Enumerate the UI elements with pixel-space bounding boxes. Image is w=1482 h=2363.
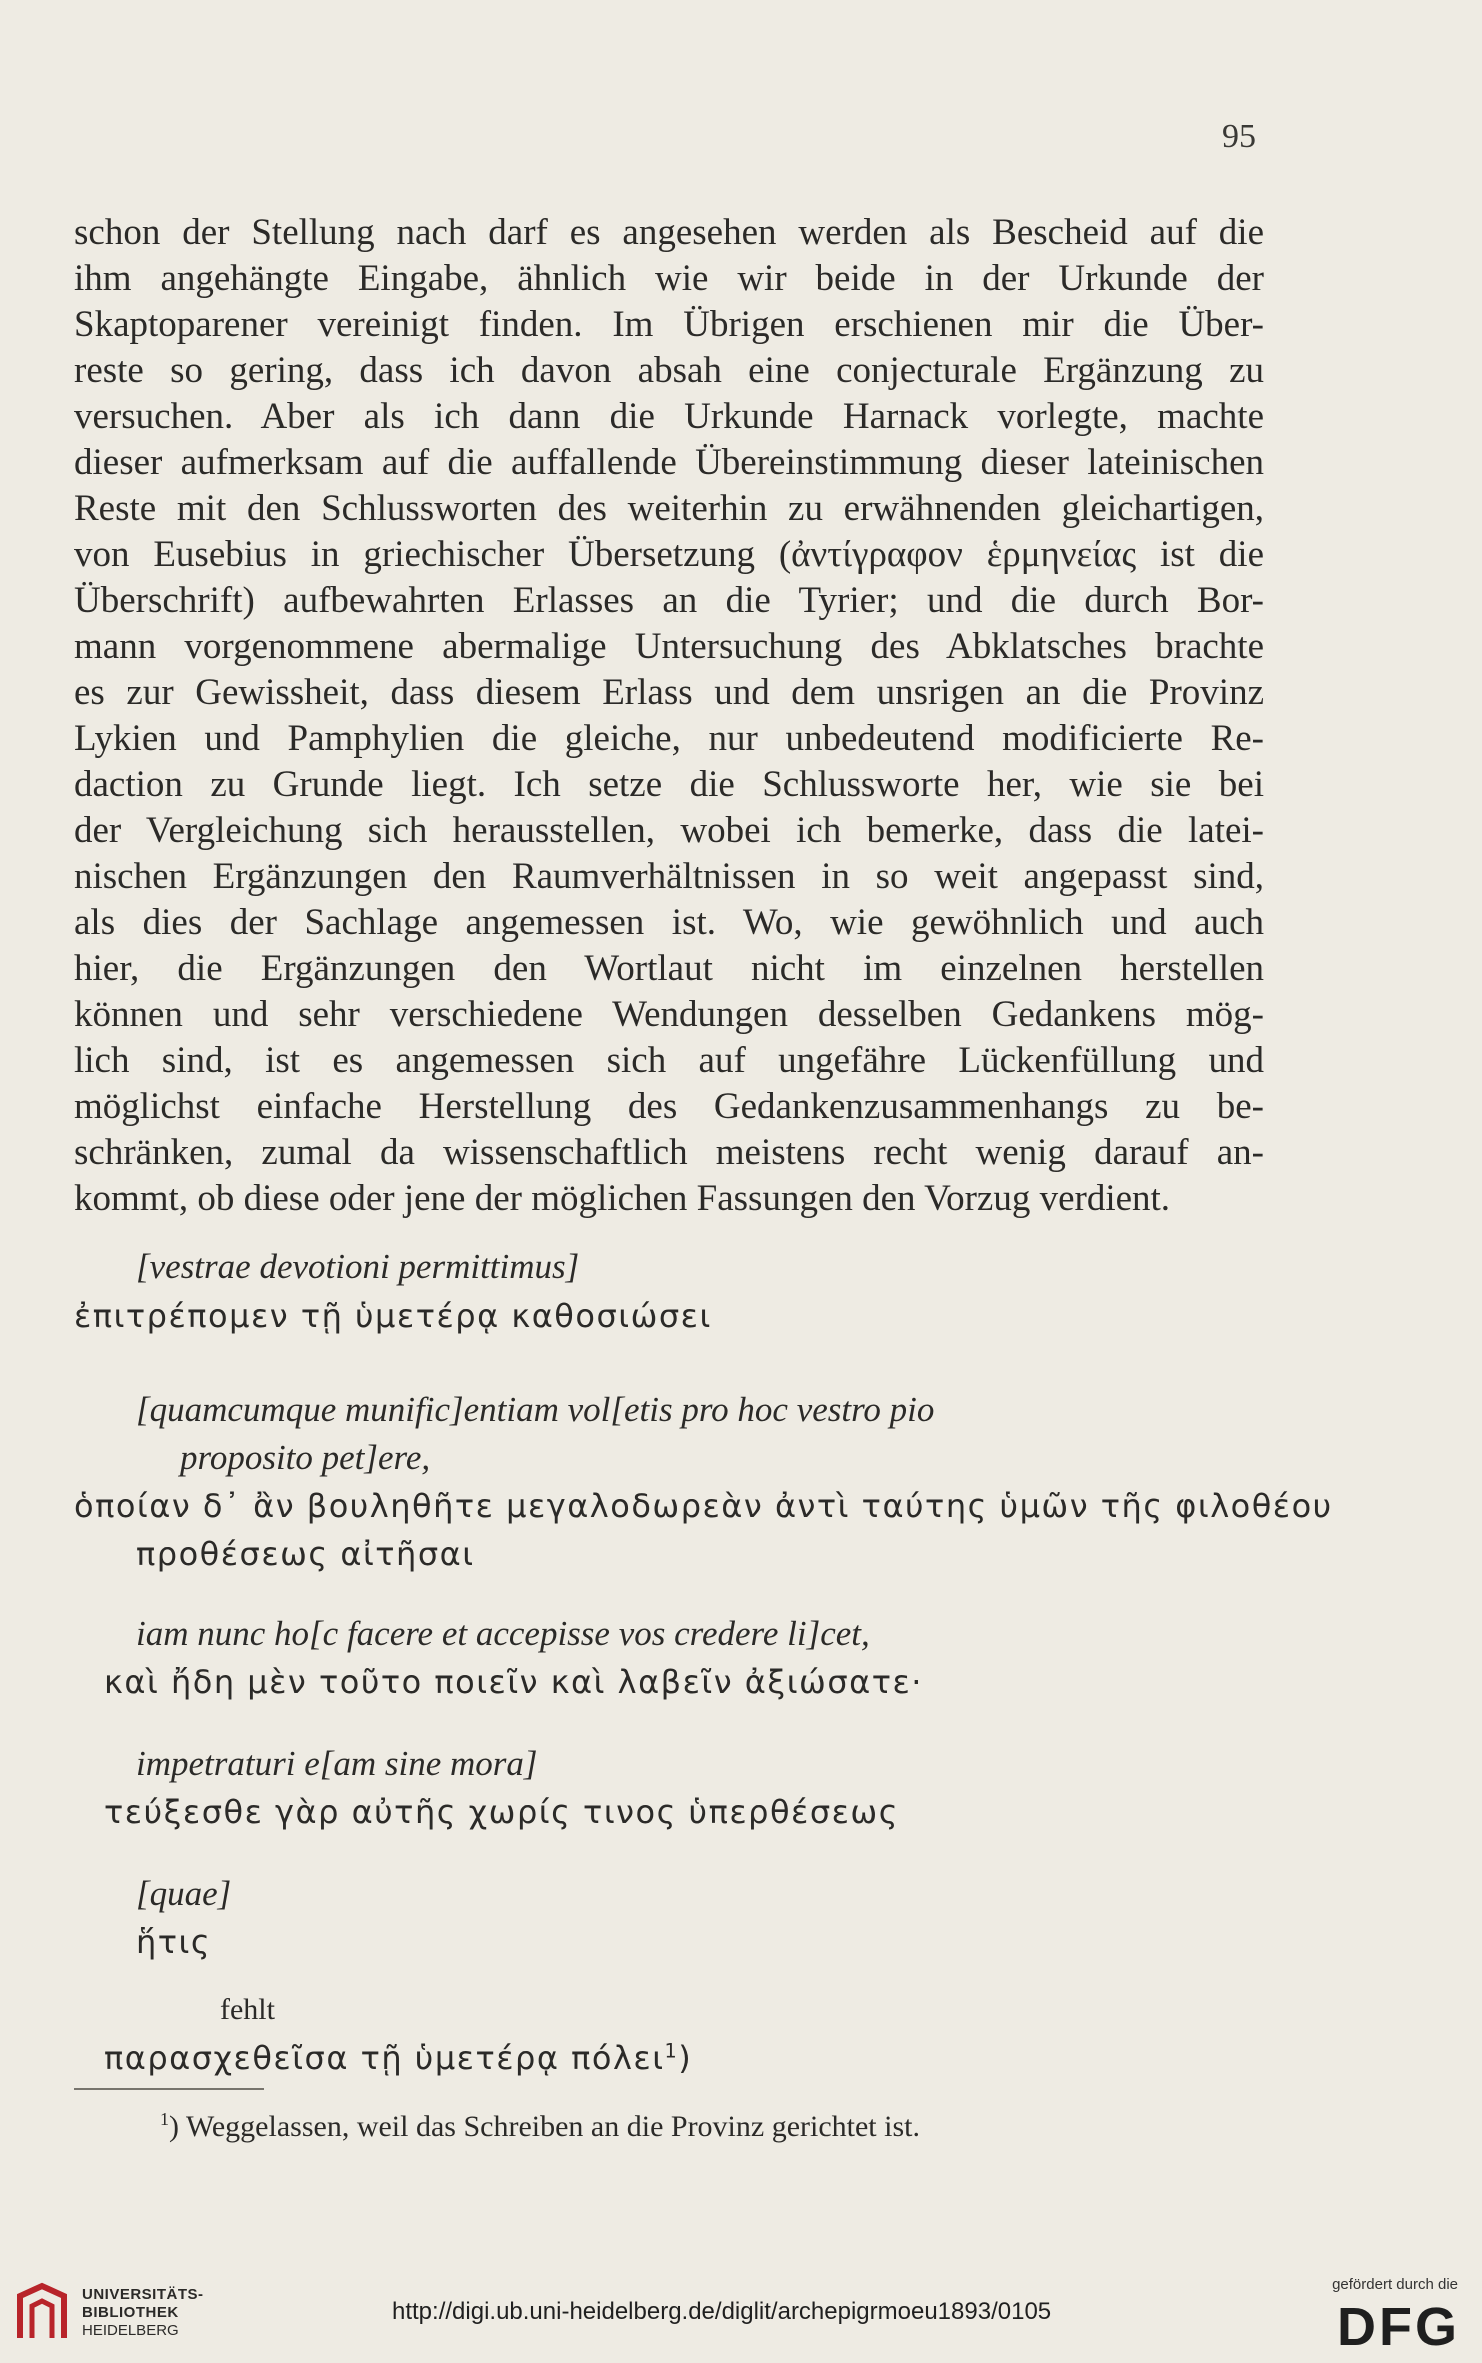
footnote-marker-paren: ) <box>169 2110 179 2143</box>
footnote-ref: 1 <box>664 2039 679 2063</box>
body-line: hier, die Ergänzungen den Wortlaut nicht im einzelnen herstellen <box>74 948 1264 989</box>
body-line: als dies der Sachlage angemessen ist. Wo, wie gewöhnlich und auch <box>74 902 1264 943</box>
body-line: Lykien und Pamphylien die gleiche, nur unbedeutend modificierte Re- <box>74 718 1264 759</box>
latin-line: [quamcumque munific]entiam vol[etis pro hoc vestro pio <box>136 1390 935 1429</box>
body-line: ihm angehängte Eingabe, ähnlich wie wir beide in der Urkunde der <box>74 258 1264 299</box>
body-line: kommt, ob diese oder jene der möglichen Fassungen den Vorzug verdient. <box>74 1178 1171 1219</box>
greek-line: ὁποίαν δ᾽ ἂν βουληθῆτε μεγαλοδωρεὰν ἀντὶ ταύτης ὑμῶν τῆς φιλοθέου <box>74 1487 1333 1525</box>
body-paragraph <box>74 210 1264 1222</box>
body-line: Skaptoparener vereinigt finden. Im Übrigen erschienen mir die Über- <box>74 304 1264 345</box>
body-line: Überschrift) aufbewahrten Erlasses an die Tyrier; und die durch Bor- <box>74 580 1264 621</box>
body-line: möglichst einfache Herstellung des Gedankenzusammenhangs zu be- <box>74 1086 1264 1127</box>
body-line: der Vergleichung sich herausstellen, wobei ich bemerke, dass die latei- <box>74 810 1264 851</box>
latin-line: iam nunc ho[c facere et accepisse vos credere li]cet, <box>136 1614 870 1653</box>
page-number: 95 <box>1222 118 1256 155</box>
library-name-line: UNIVERSITÄTS- <box>82 2286 204 2303</box>
greek-line: ἥτις <box>136 1923 212 1961</box>
ub-heidelberg-logo-icon <box>14 2282 70 2344</box>
sponsor-text: gefördert durch die <box>1332 2276 1458 2293</box>
body-line: mann vorgenommene abermalige Untersuchung des Abklatsches brachte <box>74 626 1264 667</box>
footnote-text: Weggelassen, weil das Schreiben an die Provinz gerichtet ist. <box>179 2110 920 2143</box>
library-name-line: HEIDELBERG <box>82 2322 179 2339</box>
body-line: es zur Gewissheit, dass diesem Erlass und dem unsrigen an die Provinz <box>74 672 1264 713</box>
body-line: von Eusebius in griechischer Übersetzung (ἀντίγραφον ἑρμηνείας ist die <box>74 534 1264 575</box>
latin-line: impetraturi e[am sine mora] <box>136 1744 538 1783</box>
body-line: dieser aufmerksam auf die auffallende Übereinstimmung dieser lateinischen <box>74 442 1264 483</box>
latin-line: proposito pet]ere, <box>180 1438 431 1477</box>
body-line: schon der Stellung nach darf es angesehen werden als Bescheid auf die <box>74 212 1264 253</box>
footnote <box>160 2110 920 2144</box>
latin-line: [vestrae devotioni permittimus] <box>136 1247 580 1286</box>
greek-line: ἐπιτρέπομεν τῇ ὑμετέρᾳ καθοσιώσει <box>74 1297 712 1335</box>
library-name-line: BIBLIOTHEK <box>82 2304 179 2321</box>
greek-line: τεύξεσθε γὰρ αὐτῆς χωρίς τινος ὑπερθέσεως <box>104 1793 899 1831</box>
body-line: nischen Ergänzungen den Raumverhältnissen in so weit angepasst sind, <box>74 856 1264 897</box>
latin-line: [quae] <box>136 1874 232 1913</box>
omitted-note: fehlt <box>220 1993 275 2026</box>
greek-line: καὶ ἤδη μὲν τοῦτο ποιεῖν καὶ λαβεῖν ἀξιώσατε· <box>104 1663 923 1701</box>
body-line: schränken, zumal da wissenschaftlich meistens recht wenig darauf an- <box>74 1132 1264 1173</box>
footnote-marker: 1 <box>160 2109 169 2129</box>
footnote-ref-paren: ) <box>678 2039 693 2077</box>
footnote-rule <box>74 2088 264 2090</box>
digitization-footer <box>0 2262 1482 2363</box>
greek-text: παρασχεθεῖσα τῇ ὑμετέρᾳ πόλει <box>104 2039 665 2077</box>
body-line: Reste mit den Schlussworten des weiterhin zu erwähnenden gleichartigen, <box>74 488 1264 529</box>
dfg-logo: DFG <box>1337 2297 1460 2357</box>
body-line: versuchen. Aber als ich dann die Urkunde Harnack vorlegte, machte <box>74 396 1264 437</box>
body-line: daction zu Grunde liegt. Ich setze die Schlussworte her, wie sie bei <box>74 764 1264 805</box>
library-name <box>82 2286 204 2340</box>
greek-line: προθέσεως αἰτῆσαι <box>136 1535 475 1573</box>
permalink-url[interactable]: http://digi.ub.uni-heidelberg.de/diglit/archepigrmoeu1893/0105 <box>392 2298 1052 2325</box>
body-line: reste so gering, dass ich davon absah eine conjecturale Ergänzung zu <box>74 350 1264 391</box>
body-line: lich sind, ist es angemessen sich auf ungefähre Lückenfüllung und <box>74 1040 1264 1081</box>
body-line: können und sehr verschiedene Wendungen desselben Gedankens mög- <box>74 994 1264 1035</box>
greek-line <box>104 2036 692 2080</box>
